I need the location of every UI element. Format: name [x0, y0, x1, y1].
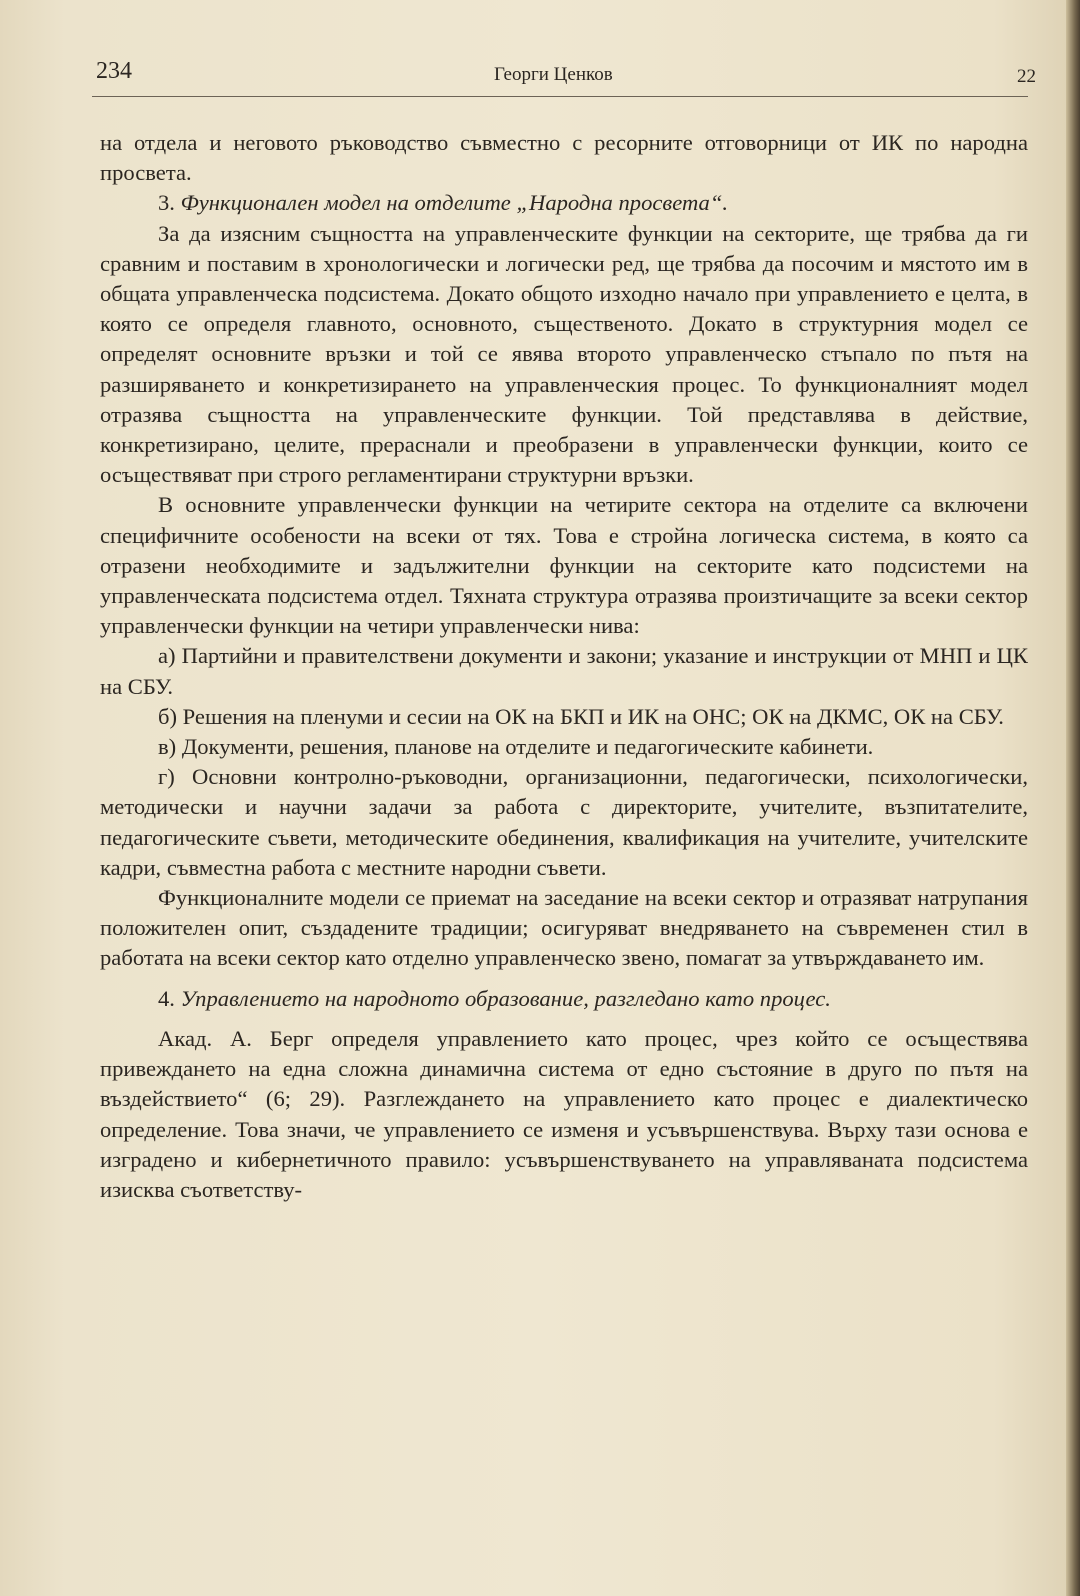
- list-item-text: б) Решения на пленуми и сесии на ОК на БКП и ИК на ОНС; ОК на ДКМС, ОК на СБУ.: [158, 703, 1004, 729]
- paragraph-text: Акад. А. Берг определя управлението като процес, чрез който се осъществява привеждането на една сложна динамична система от едно състояние в друго по пътя на въздействието“ (6; 29). Разглеждането на управлението като процес е диалектическо определение. Това значи, че управлението се изменя и усъвършенствува. Върху тази основа е изградено и кибернетичното правило: усъвършенствуването на управляваната подсистема изисква съответству-: [100, 1025, 1028, 1202]
- paragraph-text: Функционалните модели се приемат на заседание на всеки сектор и отразяват натрупания положителен опит, създадените традиции; осигуряват внедряването на съвременен стил в работата на всеки сектор като отделно управленческо звено, помагат за утвърждаването им.: [100, 885, 1028, 971]
- section-heading-3: [100, 188, 1028, 218]
- paragraph: [100, 219, 1028, 491]
- header-rule: [92, 96, 1028, 97]
- paragraph: [100, 1024, 1028, 1205]
- section-title: Функционален модел на отделите „Народна просвета“.: [180, 190, 729, 216]
- section-heading-4: [100, 984, 1028, 1014]
- list-item-a: [100, 641, 1028, 701]
- list-item-c: [100, 732, 1028, 762]
- paragraph: [100, 490, 1028, 641]
- paragraph-continuation: [100, 128, 1028, 188]
- list-item-d: [100, 762, 1028, 883]
- list-item-text: а) Партийни и правителствени документи и закони; указание и инструкции от МНП и ЦК на СБУ.: [100, 643, 1028, 699]
- list-item-text: в) Документи, решения, планове на отделите и педагогическите кабинети.: [158, 734, 874, 760]
- page-header: [96, 56, 1036, 96]
- sheet-number: 22: [1017, 66, 1036, 87]
- section-title: Управлението на народното образование, разгледано като процес.: [180, 985, 831, 1011]
- list-item-text: г) Основни контролно-ръководни, организационни, педагогически, психологически, методически и научни задачи за работа с директорите, учителите, възпитателите, педагогическите съвети, методическите обединения, квалификация на учителите, учителските кадри, съвместна работа с местните народни съвети.: [100, 764, 1028, 880]
- list-item-b: [100, 702, 1028, 732]
- paragraph-text: За да изясним същността на управленческите функции на секторите, ще трябва да ги сравним и поставим в хронологически и логически ред, ще трябва да посочим и мястото им в общата управленческа подсистема. Докато общото изходно начало при управлението е целта, в която се определя главното, основното, същественото. Докато в структурния модел се определят основните връзки и той се явява второто управленческо стъпало по пътя на разширяването и конкретизирането на управленческия процес. То функционалният модел отразява същността на управленческите функции. Той представлява в действие, конкретизирано, целите, прераснали и преобразени в управленчески функции, които се осъществяват при строго регламентирани структурни връзки.: [100, 220, 1028, 488]
- section-number: 3.: [158, 190, 175, 216]
- section-number: 4.: [158, 985, 175, 1011]
- page-number: 234: [96, 58, 132, 84]
- paragraph-text: на отдела и неговото ръководство съвместно с ресорните отговорници от ИК по народна просвета.: [100, 130, 1028, 186]
- book-spine-edge: [1066, 0, 1080, 1596]
- paragraph-text: В основните управленчески функции на четирите сектора на отделите са включени специфичните особености на всеки от тях. Това е стройна логическа система, в която са отразени необходимите и задължителни функции на секторите като подсистеми на управленческата подсистема отдел. Тяхната структура отразява произтичащите за всеки сектор управленчески функции на четири управленчески нива:: [100, 492, 1028, 639]
- paragraph: [100, 883, 1028, 974]
- page-body: [100, 128, 1028, 1205]
- running-title: Георги Ценков: [494, 64, 613, 85]
